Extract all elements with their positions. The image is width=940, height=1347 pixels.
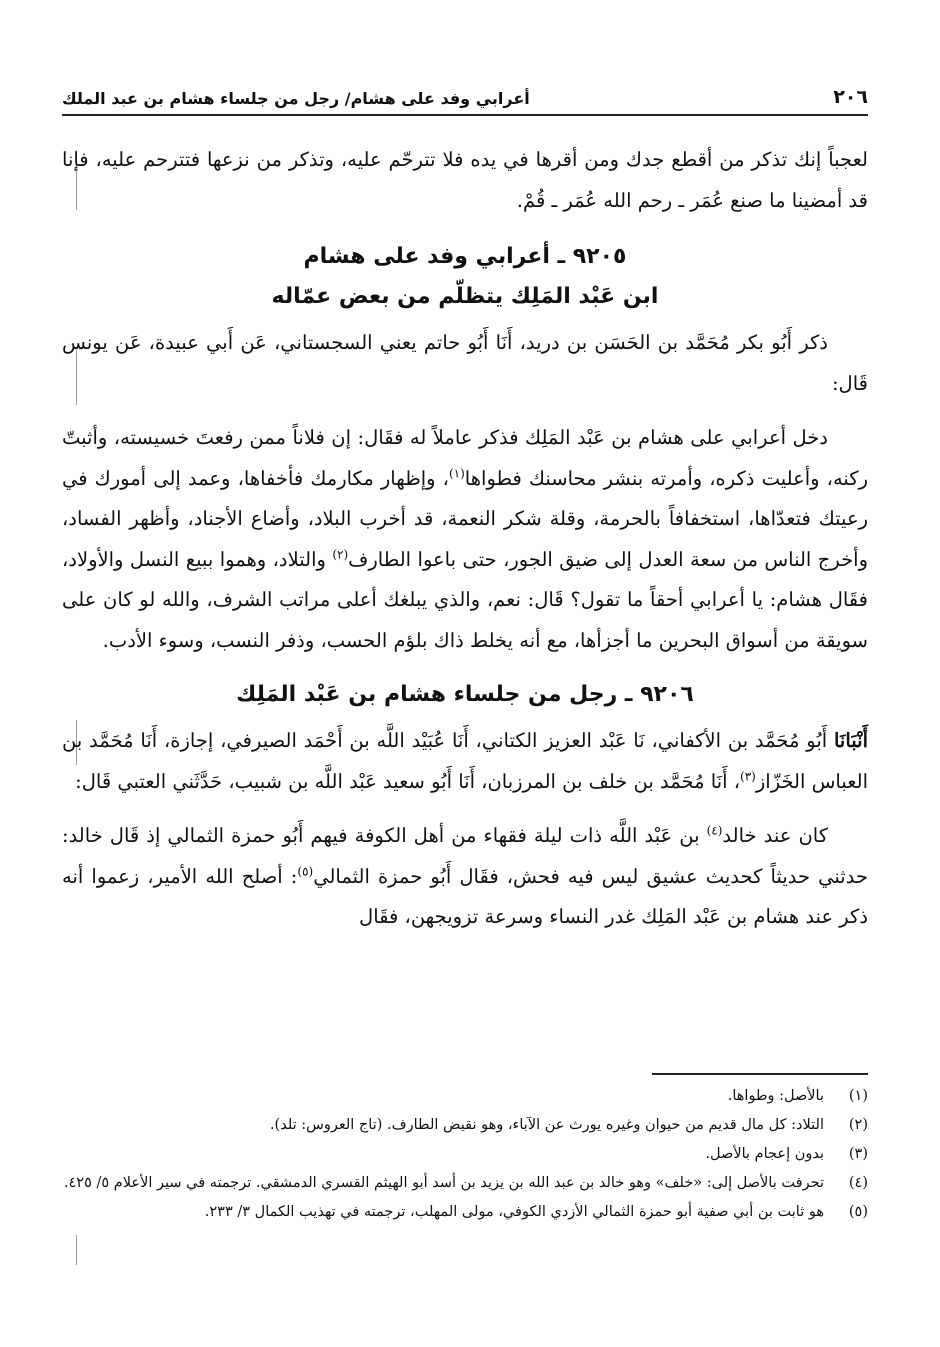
running-header <box>62 68 868 116</box>
narrative-text: والتلاد، وهموا ببيع النسل والأولاد، فقَال هشام: يا أعرابي أحقاً ما تقول؟ قَال: نعم، والذي يبلغك أعلى مراتب الشرف، والله لو كان على سويقة من أسواق البحرين ما أجزأها، مع أنه يخلط ذاك بلؤم الحسب، وذفر النسب، وسوء الأدب. <box>62 547 868 652</box>
footnotes <box>62 1082 868 1227</box>
isnad-text: أَبُو مُحَمَّد بن الأكفاني، نَا عَبْد العزيز الكتاني، أَنَا عُبَيْد اللَّه بن أَحْمَد الصيرفي، إجازة، أَنَا مُحَمَّد بن العباس الخَزّاز <box>62 729 868 793</box>
narrative-paragraph <box>62 418 868 661</box>
main-text <box>62 140 868 938</box>
footnote <box>62 1169 868 1198</box>
footnote <box>62 1111 868 1140</box>
narrative-text: دخل أعرابي على هشام بن عَبْد المَلِك فذكر عاملاً له فقَال: إن فلاناً ممن رفعتَ خسيسته، وأثبتّ ركنه، وأعليت ذكره، وأمرته بنشر محاسنك فطواها <box>62 426 868 490</box>
footnote <box>62 1198 868 1227</box>
isnad-paragraph <box>62 721 868 802</box>
narrative-text: بن عَبْد اللَّه ذات ليلة فقهاء من أهل الكوفة فيهم أَبُو حمزة الثمالي إذ قَال خالد: حدثني حديثاً كحديث عشيق ليس فيه فحش، فقَال أَبُو حمزة الثمالي <box>62 824 868 888</box>
footnote-text: هو ثابت بن أبي صفية أبو حمزة الثمالي الأزدي الكوفي، مولى المهلب، ترجمته في تهذيب الكمال ٣/ ٢٣٣. <box>204 1204 824 1220</box>
footnote-number: (٢) <box>848 1117 868 1133</box>
continuation-paragraph: لعجباً إنك تذكر من أقطع جدك ومن أقرها في يده فلا تترحّم عليه، وتذكر من نزعها فتترحم عليه، فإنا قد أمضينا ما صنع عُمَر ـ رحم الله عُمَر ـ قُمْ. <box>62 148 868 212</box>
footnote-ref[interactable]: (٣) <box>740 769 756 783</box>
footnote-ref[interactable]: (١) <box>448 466 465 480</box>
footnote-text: بدون إعجام بالأصل. <box>705 1146 824 1162</box>
running-title: أعرابي وفد على هشام/ رجل من جلساء هشام بن عبد الملك <box>62 89 530 108</box>
footnote <box>62 1140 868 1169</box>
narrator-word: أَنْبَانَا <box>833 729 868 752</box>
entry-heading-line2: ابن عَبْد المَلِك يتظلّم من بعض عمّاله <box>271 284 659 309</box>
isnad-text: ، أَنَا مُحَمَّد بن خلف بن المرزبان، أَنَا أَبُو سعيد عَبْد اللَّه بن شبيب، حَدَّثَني العتبي قَال: <box>75 769 741 793</box>
narrative-text: كان عند خالد <box>722 824 828 847</box>
entry-heading-9206: ٩٢٠٦ ـ رجل من جلساء هشام بن عَبْد المَلِك <box>236 682 694 707</box>
footnote-ref[interactable]: (٤) <box>706 823 723 838</box>
entry-heading-line1: ٩٢٠٥ ـ أعرابي وفد على هشام <box>303 244 627 269</box>
margin-mark <box>76 1235 77 1265</box>
footnote-number: (٤) <box>848 1175 868 1191</box>
narrative-text: : أصلح الله الأمير، زعموا أنه ذكر عند هشام بن عَبْد المَلِك غدر النساء وسرعة تزويجهن، فقَال <box>62 864 868 928</box>
footnote-ref[interactable]: (٥) <box>297 864 314 878</box>
footnote-separator <box>652 1073 868 1075</box>
footnote-number: (٣) <box>848 1146 868 1162</box>
footnote-text: تحرفت بالأصل إلى: «خلف» وهو خالد بن عبد الله بن يزيد بن أسد أبو الهيثم القسري الدمشقي. ترجمته في سير الأعلام ٥/ ٤٢٥. <box>63 1175 824 1191</box>
footnote-text: بالأصل: وطواها. <box>727 1088 824 1104</box>
footnote-number: (١) <box>848 1088 868 1104</box>
footnote-number: (٥) <box>848 1204 868 1220</box>
narrative-text: ، وإظهار مكارمك فأخفاها، وعمد إلى أمورك في رعيتك فتعدّاها، استخفافاً بالحرمة، وقلة شكر النعمة، قد أخرب البلاد، وأضاع الأجناد، وأظهر الفساد، وأخرج الناس من سعة العدل إلى ضيق الجور، حتى باعوا الطارف <box>62 466 869 571</box>
entry-heading-9205 <box>62 237 868 317</box>
narrative-paragraph <box>62 816 868 938</box>
footnote <box>62 1082 868 1111</box>
page-number: ٢٠٦ <box>833 86 868 108</box>
footnote-ref[interactable]: (٢) <box>332 547 349 561</box>
isnad-paragraph: ذكر أَبُو بكر مُحَمَّد بن الحَسَن بن دريد، أَنَا أَبُو حاتم يعني السجستاني، عَن أَبي عبيدة، عَن يونس قَال: <box>62 331 868 395</box>
footnote-text: التلاد: كل مال قديم من حيوان وغيره يورث عن الآباء، وهو نقيض الطارف. (تاج العروس: تلد). <box>269 1117 824 1133</box>
